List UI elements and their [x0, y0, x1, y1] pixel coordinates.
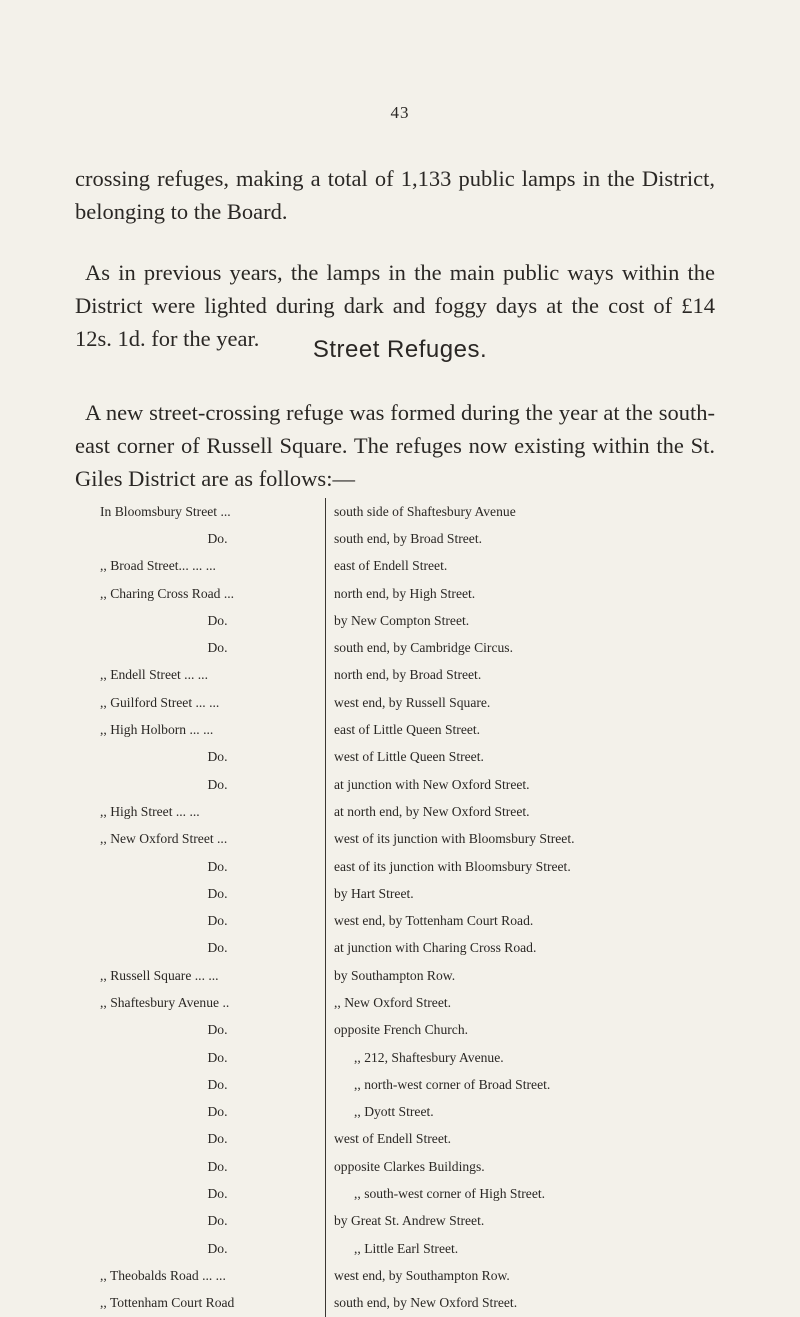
- refuge-row: [100, 962, 700, 989]
- refuge-row: [100, 607, 700, 634]
- refuge-row: [100, 634, 700, 661]
- refuge-description: east of its junction with Bloomsbury Street.: [325, 853, 700, 880]
- refuge-description: east of Little Queen Street.: [325, 716, 700, 743]
- refuge-description: by New Compton Street.: [325, 607, 700, 634]
- refuge-description: south end, by Cambridge Circus.: [325, 634, 700, 661]
- refuge-location: Do.: [207, 913, 228, 929]
- refuge-location: Do.: [207, 1240, 228, 1256]
- refuge-location: Do.: [207, 1022, 228, 1038]
- refuge-description: west of Little Queen Street.: [325, 744, 700, 771]
- refuge-location: Do.: [207, 885, 228, 901]
- refuge-description: by Great St. Andrew Street.: [325, 1208, 700, 1235]
- refuge-row: [100, 1044, 700, 1071]
- refuge-row: [100, 826, 700, 853]
- refuge-row: [100, 689, 700, 716]
- refuge-row: [100, 1017, 700, 1044]
- refuge-location: Do.: [207, 1104, 228, 1120]
- refuge-row: [100, 1235, 700, 1262]
- refuge-location: ,, Russell Square ... ...: [100, 967, 219, 983]
- refuge-row: [100, 525, 700, 552]
- refuge-location: ,, High Holborn ... ...: [100, 722, 214, 738]
- refuge-location: Do.: [207, 640, 228, 656]
- page-number: 43: [390, 103, 410, 122]
- refuge-row: [100, 935, 700, 962]
- refuge-description: at junction with New Oxford Street.: [325, 771, 700, 798]
- refuge-row: [100, 1208, 700, 1235]
- refuge-location: Do.: [207, 940, 228, 956]
- refuge-description: by Hart Street.: [325, 880, 700, 907]
- refuge-location: Do.: [207, 1213, 228, 1229]
- refuge-description: west end, by Southampton Row.: [325, 1262, 700, 1289]
- refuge-row: [100, 1099, 700, 1126]
- refuge-location: ,, Theobalds Road ... ...: [100, 1267, 226, 1283]
- section-heading: Street Refuges.: [312, 336, 488, 363]
- refuge-row: [100, 880, 700, 907]
- refuge-row: [100, 853, 700, 880]
- refuge-description: ,, New Oxford Street.: [325, 989, 700, 1016]
- refuge-description: north end, by High Street.: [325, 580, 700, 607]
- refuge-row: [100, 907, 700, 934]
- refuge-description: south end, by Broad Street.: [325, 525, 700, 552]
- refuge-description: east of Endell Street.: [325, 553, 700, 580]
- paragraph-refuges-intro: A new street-crossing refuge was formed during the year at the south-east corner of Russell Square. The refuges now existing within the St. Giles District are as follows:—: [75, 400, 715, 491]
- refuge-row: [100, 553, 700, 580]
- refuge-location: ,, High Street ... ...: [100, 803, 200, 819]
- refuge-location: Do.: [207, 1131, 228, 1147]
- refuge-description: opposite Clarkes Buildings.: [325, 1153, 700, 1180]
- refuge-row: [100, 498, 700, 525]
- refuge-location: ,, Guilford Street ... ...: [100, 694, 220, 710]
- refuge-row: [100, 989, 700, 1016]
- refuge-row: [100, 580, 700, 607]
- refuge-row: [100, 771, 700, 798]
- refuge-description: south end, by New Oxford Street.: [325, 1290, 700, 1317]
- refuge-row: [100, 798, 700, 825]
- refuge-description: south side of Shaftesbury Avenue: [325, 498, 700, 525]
- refuge-location: ,, Endell Street ... ...: [100, 667, 208, 683]
- refuges-table: [100, 498, 700, 1317]
- refuge-description: at junction with Charing Cross Road.: [325, 935, 700, 962]
- refuge-location: Do.: [207, 749, 228, 765]
- refuge-row: [100, 716, 700, 743]
- refuge-location: Do.: [207, 776, 228, 792]
- refuge-location: ,, Shaftesbury Avenue ..: [100, 994, 230, 1010]
- refuge-location: Do.: [207, 612, 228, 628]
- refuge-location: ,, New Oxford Street ...: [100, 831, 228, 847]
- refuge-location: ,, Charing Cross Road ...: [100, 585, 235, 601]
- refuge-description: west of Endell Street.: [325, 1126, 700, 1153]
- refuge-description: west end, by Russell Square.: [325, 689, 700, 716]
- refuge-row: [100, 1262, 700, 1289]
- paragraph-lamps-total: crossing refuges, making a total of 1,133 public lamps in the District, belonging to the Board.: [75, 166, 715, 224]
- refuge-location: ,, Broad Street... ... ...: [100, 558, 216, 574]
- refuge-description: at north end, by New Oxford Street.: [325, 798, 700, 825]
- refuge-row: [100, 1153, 700, 1180]
- refuge-row: [100, 662, 700, 689]
- refuge-row: [100, 744, 700, 771]
- refuge-row: [100, 1290, 700, 1317]
- refuge-location: Do.: [207, 530, 228, 546]
- refuge-location: Do.: [207, 1076, 228, 1092]
- refuge-description: by Southampton Row.: [325, 962, 700, 989]
- refuge-description: ,, Dyott Street.: [325, 1099, 700, 1126]
- refuge-location: In Bloomsbury Street ...: [100, 503, 231, 519]
- refuge-location: Do.: [207, 1158, 228, 1174]
- refuge-location: Do.: [207, 1049, 228, 1065]
- refuge-description: west of its junction with Bloomsbury Street.: [325, 826, 700, 853]
- refuge-location: Do.: [207, 1186, 228, 1202]
- refuge-description: opposite French Church.: [325, 1017, 700, 1044]
- refuge-description: ,, north-west corner of Broad Street.: [325, 1071, 700, 1098]
- refuge-location: ,, Tottenham Court Road: [100, 1295, 235, 1311]
- refuge-description: north end, by Broad Street.: [325, 662, 700, 689]
- refuge-row: [100, 1071, 700, 1098]
- refuge-description: ,, south-west corner of High Street.: [325, 1180, 700, 1207]
- refuge-description: west end, by Tottenham Court Road.: [325, 907, 700, 934]
- refuge-row: [100, 1126, 700, 1153]
- refuge-description: ,, 212, Shaftesbury Avenue.: [325, 1044, 700, 1071]
- refuge-location: Do.: [207, 858, 228, 874]
- refuge-description: ,, Little Earl Street.: [325, 1235, 700, 1262]
- paragraph-lighting-cost: As in previous years, the lamps in the main public ways within the District were lighted during dark and foggy days at the cost of £14 12s. 1d. for the year.: [75, 260, 715, 351]
- refuge-row: [100, 1180, 700, 1207]
